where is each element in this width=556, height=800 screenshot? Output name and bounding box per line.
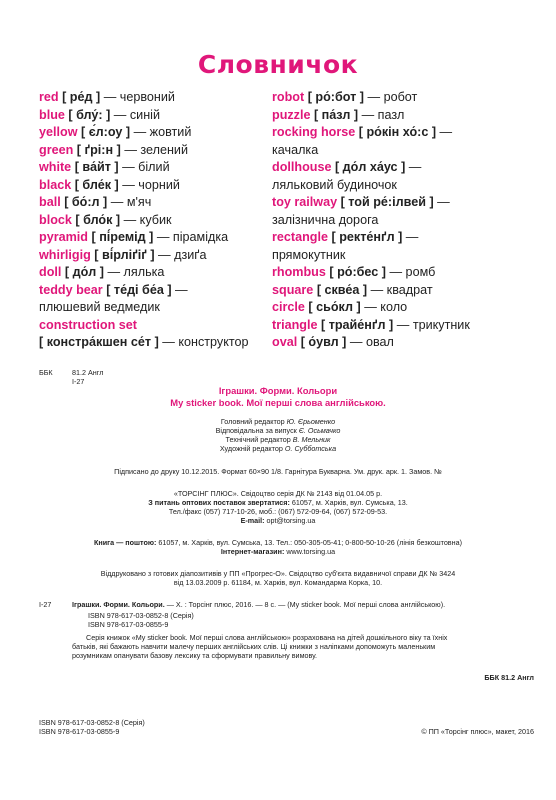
isbn-book: ISBN 978-617-03-0855-9 (88, 620, 169, 629)
transcription: [ бо́:л ] (64, 195, 108, 209)
phones: Тел./факс (057) 717-10-26, моб.: (067) 572-09-64, (067) 572-09-53. (168, 507, 388, 516)
footer-isbn-series: ISBN 978-617-03-0852-8 (Серія) (39, 718, 145, 727)
entry-continuation: залізнична дорога (272, 212, 379, 227)
entry-continuation: плюшевий ведмедик (39, 300, 160, 314)
entry-continuation: прямокутник (272, 247, 346, 262)
vocabulary-entry (272, 334, 542, 352)
staff-line-3: Технічний редактор В. Мельник (225, 435, 331, 444)
vocabulary-entry (272, 317, 542, 335)
english-word: ball (39, 195, 61, 209)
transcription: [ до́л ха́ус ] (334, 160, 406, 174)
vocabulary-entry (272, 159, 542, 177)
vocabulary-entry (39, 212, 267, 230)
print-info: Підписано до друку 10.12.2015. Формат 60×90 1/8. Гарнітура Букварна. Ум. друк. арк. 1. Замов. № (114, 467, 442, 476)
catalog-entry: Іграшки. Форми. Кольори. — Х. : Торсінг плюс, 2016. — 8 с. — (My sticker book. Мої перші слова англійською). (72, 600, 446, 609)
english-word: green (39, 142, 74, 157)
english-word: oval (272, 335, 298, 349)
email-link[interactable]: opt@torsing.ua (266, 516, 316, 525)
transcription: [ те́ді бе́а ] (106, 282, 172, 297)
translation: — м'яч (110, 195, 152, 209)
shop-link[interactable]: www.torsing.ua (286, 547, 336, 556)
english-word: rocking horse (272, 125, 356, 139)
translation: — лялька (107, 265, 165, 279)
translation: — (439, 125, 453, 139)
transcription: [ о́увл ] (300, 335, 347, 349)
annotation-line-1: Серія книжок «My sticker book. Мої перші слова англійською» розрахована на дітей дошкільного віку та їхніх (86, 633, 448, 642)
transcription: [ є́л:оу ] (81, 125, 131, 139)
vocabulary-entry (39, 159, 267, 177)
vocabulary-entry (39, 177, 267, 195)
book-index: І-27 (72, 377, 85, 386)
printed-by-line-1: Віддруковано з готових діапозитивів у ПП «Прогрес-О». Свідоцтво суб'єкта видавничої справи ДК № 3424 (100, 569, 456, 578)
copyright: © ПП «Торсінг плюс», макет, 2016 (421, 727, 534, 736)
staff-line-1: Головний редактор Ю. Єрьоменко (220, 417, 336, 426)
online-shop: Інтернет-магазин: www.torsing.ua (220, 547, 336, 556)
english-word: doll (39, 265, 62, 279)
vocabulary-entry (39, 194, 267, 212)
translation: — (175, 282, 188, 297)
printed-by-line-2: від 13.03.2009 р. 61184, м. Харків, вул. Командарма Корка, 10. (173, 578, 383, 587)
vocabulary-left-column (39, 89, 267, 352)
translation: — кубик (123, 212, 172, 227)
vocabulary-entry (39, 124, 267, 142)
transcription: [ па́зл ] (313, 107, 359, 122)
translation: — жовтий (133, 125, 192, 139)
transcription: [ ро́кін хо́:с ] (358, 125, 437, 139)
email-line: E-mail: opt@torsing.ua (240, 516, 316, 525)
english-word: red (39, 90, 59, 104)
translation: — (405, 230, 419, 244)
english-word: rectangle (272, 230, 328, 244)
annotation-line-3: розумникам опанувати базову лексику та сформувати правильну вимову. (72, 651, 318, 660)
transcription: [ ро́:бес ] (329, 265, 386, 279)
english-word: pyramid (39, 230, 88, 244)
vocabulary-entry (39, 247, 267, 265)
translation: — овал (349, 335, 394, 349)
page-title: Словничок (197, 50, 359, 79)
book-title-ua: Іграшки. Форми. Кольори (218, 385, 338, 396)
annotation (72, 633, 542, 660)
entry-continuation: ляльковий будиночок (272, 177, 397, 192)
vocabulary-entry (272, 124, 542, 142)
english-word: teddy bear (39, 282, 103, 297)
transcription: [ до́л ] (64, 265, 104, 279)
vocabulary-entry (272, 264, 542, 282)
catalog-index: І-27 (39, 600, 52, 609)
english-word: whirligig (39, 247, 91, 262)
vocabulary-entry (39, 89, 267, 107)
translation: — конструктор (162, 335, 249, 349)
translation: — чорний (122, 177, 180, 192)
english-word: construction set (39, 317, 137, 332)
transcription: [ бло́к ] (75, 212, 121, 227)
transcription: [ бле́к ] (74, 177, 119, 192)
transcription: [ ві́рліґіґ ] (94, 247, 155, 262)
english-word: blue (39, 107, 65, 122)
bbk-full: ББК 81.2 Англ (484, 673, 534, 682)
translation: — ромб (389, 265, 436, 279)
english-word: black (39, 177, 72, 192)
staff-line-2: Відповідальна за випуск Є. Осьмачко (215, 426, 341, 435)
bbk-label: ББК (39, 368, 53, 377)
transcription: [ ва́йт ] (74, 160, 119, 174)
vocabulary-entry (39, 264, 267, 282)
english-word: robot (272, 90, 305, 104)
vocabulary-entry (272, 107, 542, 125)
english-word: rhombus (272, 265, 326, 279)
vocabulary-entry (39, 282, 267, 300)
translation: — коло (364, 300, 408, 314)
vocabulary-right-column (272, 89, 542, 352)
transcription: [ ректе́нґл ] (331, 230, 403, 244)
translation: — трикутник (396, 317, 470, 332)
translation: — (408, 160, 422, 174)
english-word: white (39, 160, 72, 174)
transcription: [ ґрі:н ] (76, 142, 121, 157)
transcription: [ пі́ремід ] (91, 230, 154, 244)
english-word: dollhouse (272, 160, 332, 174)
vocabulary-entry (272, 229, 542, 247)
vocabulary-entry (272, 299, 542, 317)
translation: — квадрат (370, 282, 433, 297)
annotation-line-2: батьків, які бажають навчити малечу перших англійських слів. Ці книжки з наліпками допоможуть маленьким (72, 642, 436, 651)
isbn-series: ISBN 978-617-03-0852-8 (Серія) (88, 611, 194, 620)
footer-isbn-book: ISBN 978-617-03-0855-9 (39, 727, 120, 736)
vocabulary-entry (272, 89, 542, 107)
english-word: square (272, 282, 314, 297)
transcription: [ ре́д ] (62, 90, 101, 104)
translation: — зелений (124, 142, 189, 157)
translation: — пазл (361, 107, 405, 122)
transcription: [ скве́а ] (316, 282, 368, 297)
english-word: triangle (272, 317, 318, 332)
vocabulary-entry (272, 194, 542, 212)
vocabulary-entry (272, 282, 542, 300)
transcription: [ сьо́кл ] (308, 300, 361, 314)
entry-continuation: качалка (272, 142, 319, 157)
english-word: puzzle (272, 107, 311, 122)
translation: — (437, 195, 450, 209)
staff-line-4: Художній редактор О. Субботська (219, 444, 337, 453)
translation: — білий (122, 160, 170, 174)
translation: — пірамідка (156, 230, 229, 244)
book-title-en: My sticker book. Мої перші слова англійською. (170, 397, 386, 408)
transcription: [ блу́: ] (68, 107, 111, 122)
vocabulary-entry (39, 107, 267, 125)
mail-order: Книга — поштою: 61057, м. Харків, вул. Сумська, 13. Тел.: 050-305-05-41; 0-800-50-10-26 (лінія безкоштовна) (93, 538, 462, 547)
vocabulary-entry (39, 229, 267, 247)
transcription: [ ро́:бот ] (307, 90, 364, 104)
english-word: toy railway (272, 195, 338, 209)
english-word: yellow (39, 125, 78, 139)
transcription: [ той ре́:ілвей ] (340, 195, 434, 209)
translation: — червоний (103, 90, 175, 104)
translation: — робот (367, 90, 418, 104)
translation: — синій (113, 107, 160, 122)
english-word: block (39, 212, 72, 227)
transcription: [ трайе́нґл ] (321, 317, 394, 332)
vocabulary-entry (39, 317, 267, 335)
bbk-code: 81.2 Англ (72, 368, 104, 377)
transcription: [ констра́кшен се́т ] (39, 335, 159, 349)
english-word: circle (272, 300, 305, 314)
publisher-certificate: «ТОРСІНГ ПЛЮС». Свідоцтво серія ДК № 2143 від 01.04.05 р. (173, 489, 383, 498)
vocabulary-entry (39, 334, 267, 352)
wholesale-contact: З питань оптових поставок звертатися: 61057, м. Харків, вул. Сумська, 13. (148, 498, 408, 507)
vocabulary-entry (39, 142, 267, 160)
translation: — дзиґа (158, 247, 207, 262)
